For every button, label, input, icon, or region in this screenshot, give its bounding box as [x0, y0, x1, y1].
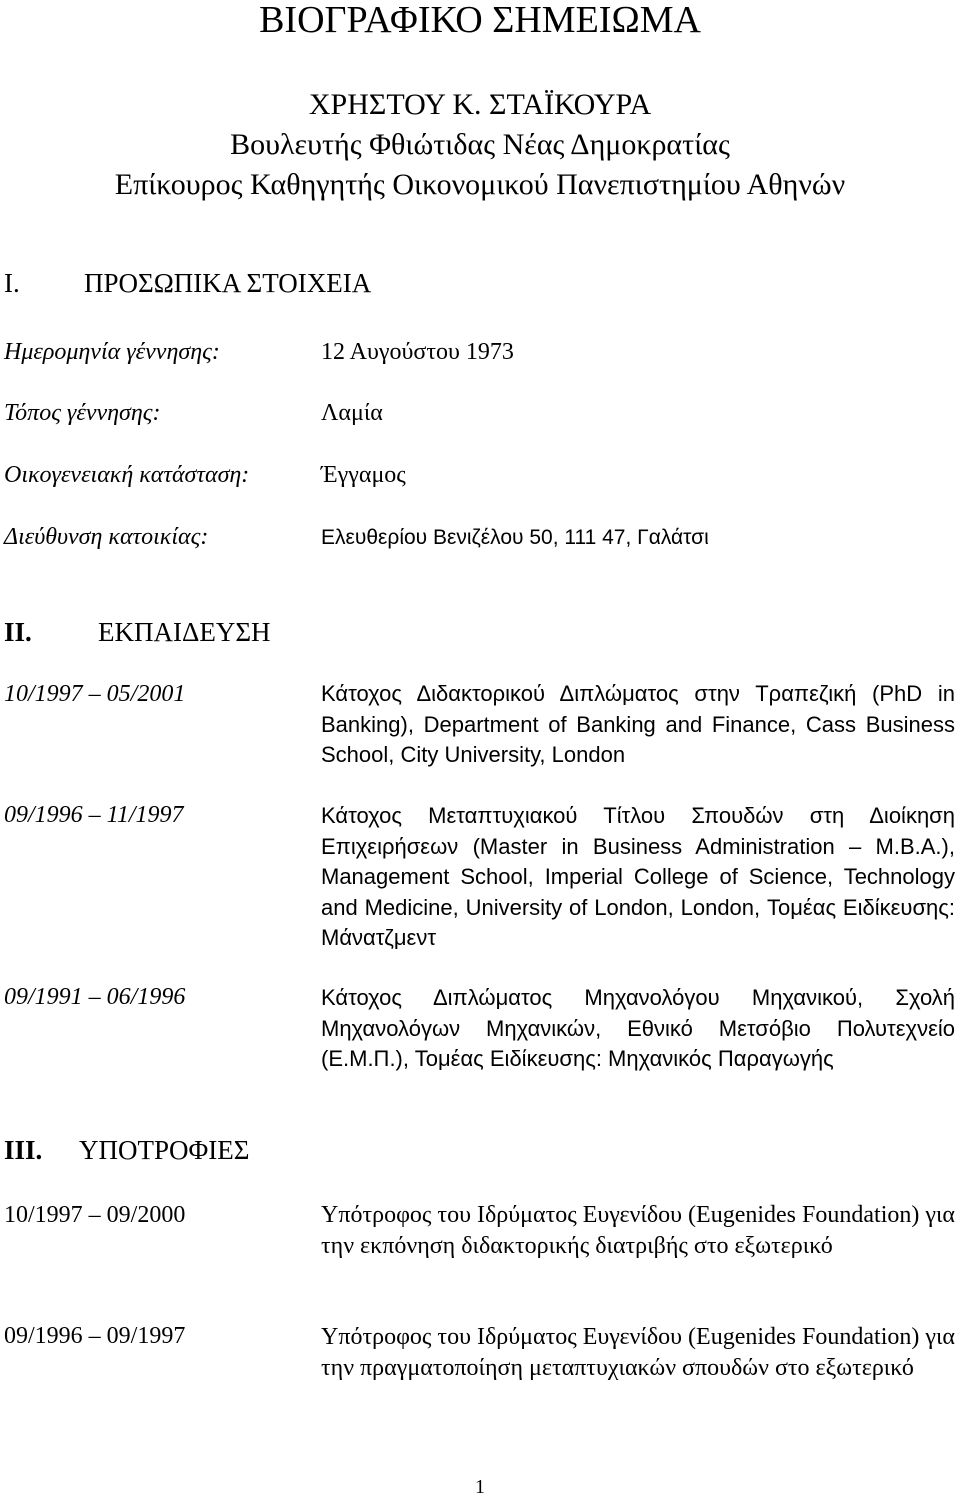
birth-date-label: Ημερομηνία γέννησης: — [4, 339, 220, 365]
education-description: Κάτοχος Διδακτορικού Διπλώματος στην Τραπεζική (PhD in Banking), Department of Banking and Finance, Cass Business School, City University, London — [321, 681, 955, 767]
document-title: ΒΙΟΓΡΑΦΙΚΟ ΣΗΜΕΙΩΜΑ — [259, 0, 701, 41]
birth-place-value: Λαμία — [321, 400, 383, 426]
birth-date-value: 12 Αυγούστου 1973 — [321, 339, 514, 365]
education-period: 09/1996 – 11/1997 — [4, 802, 184, 828]
person-role-2: Επίκουρος Καθηγητής Οικονομικού Πανεπιστημίου Αθηνών — [114, 168, 846, 201]
page-number: 1 — [475, 1476, 485, 1498]
marital-status-label: Οικογενειακή κατάσταση: — [4, 462, 250, 488]
section-heading-scholarships: ΥΠΟΤΡΟΦΙΕΣ — [79, 1135, 250, 1165]
section-number-personal: Ι. — [4, 268, 20, 298]
education-description: Κάτοχος Μεταπτυχιακού Τίτλου Σπουδών στη Διοίκηση Επιχειρήσεων (Master in Business Administration – M.B.A.), Management School, Imperial College of Science, Technology and Medicine, University of London, London, Τομέας Ειδίκευσης: Μάνατζμεντ — [321, 803, 955, 950]
person-name: ΧΡΗΣΤΟΥ Κ. ΣΤΑΪΚΟΥΡΑ — [308, 88, 652, 121]
marital-status-value: Έγγαμος — [321, 462, 406, 488]
birth-place-label: Τόπος γέννησης: — [4, 400, 161, 426]
person-role-1: Βουλευτής Φθιώτιδας Νέας Δημοκρατίας — [230, 128, 730, 161]
scholarship-description: Υπότροφος του Ιδρύματος Ευγενίδου (Eugenides Foundation) για την εκπόνηση διδακτορικής διατριβής στο εξωτερικό — [321, 1202, 955, 1259]
section-number-scholarships: ΙΙΙ. — [4, 1135, 43, 1165]
education-period: 09/1991 – 06/1996 — [4, 984, 186, 1010]
scholarship-period: 10/1997 – 09/2000 — [4, 1202, 186, 1228]
education-period: 10/1997 – 05/2001 — [4, 681, 186, 707]
education-description: Κάτοχος Διπλώματος Μηχανολόγου Μηχανικού, Σχολή Μηχανολόγων Μηχανικών, Εθνικό Μετσόβιο Πολυτεχνείο (Ε.Μ.Π.), Τομέας Ειδίκευσης: Μηχανικός Παραγωγής — [321, 985, 955, 1071]
section-heading-education: ΕΚΠΑΙΔΕΥΣΗ — [98, 617, 271, 647]
section-heading-personal: ΠΡΟΣΩΠΙΚΑ ΣΤΟΙΧΕΙΑ — [84, 268, 372, 298]
address-value: Ελευθερίου Βενιζέλου 50, 111 47, Γαλάτσι — [321, 526, 709, 549]
scholarship-description: Υπότροφος του Ιδρύματος Ευγενίδου (Eugenides Foundation) για την πραγματοποίηση μεταπτυχιακών σπουδών στο εξωτερικό — [321, 1324, 955, 1381]
scholarship-period: 09/1996 – 09/1997 — [4, 1323, 186, 1349]
section-number-education: ΙΙ. — [4, 617, 32, 647]
address-label: Διεύθυνση κατοικίας: — [4, 524, 209, 550]
